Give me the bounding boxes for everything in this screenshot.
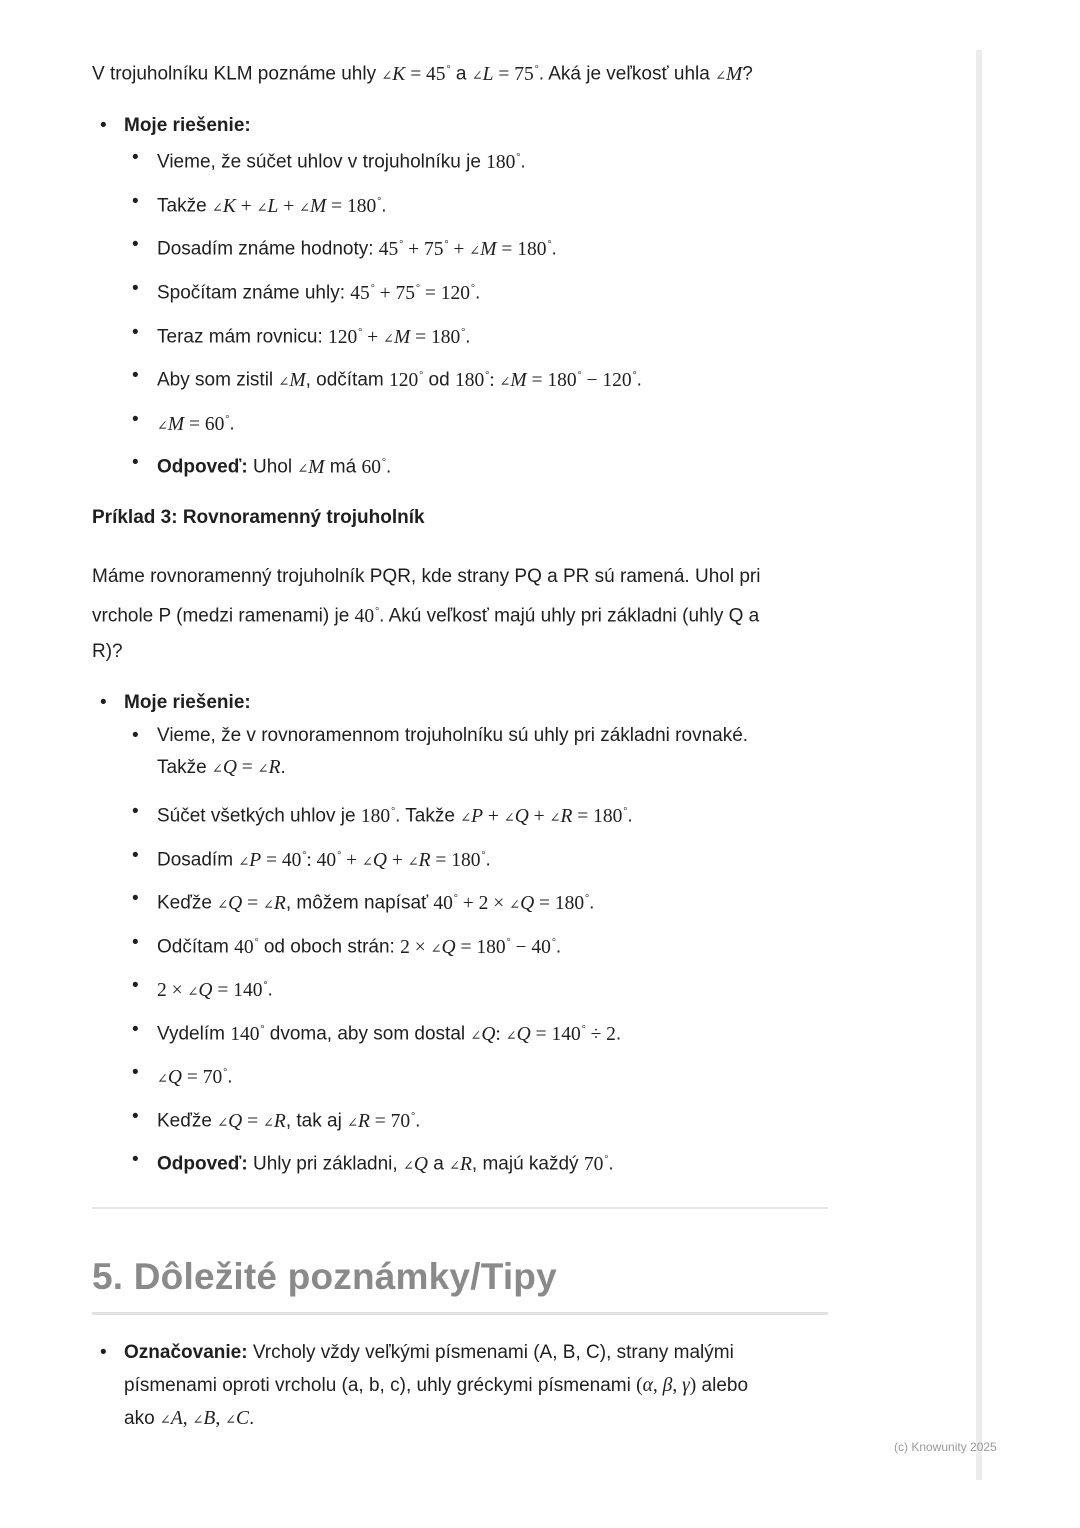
text: Moje riešenie: [124,692,251,713]
math: ∠P = 40°: 40° + ∠Q + ∠R = 180° [238,849,486,871]
math: ∠R [449,1153,472,1175]
text: Dosadím [157,849,239,871]
math: 40° [354,605,380,627]
text: . Akú veľkosť majú uhly pri základni (uhly Q a [379,605,760,627]
bullet-icon: • [132,932,139,953]
math: ∠M [715,63,743,85]
answer-label: Odpoveď: [157,456,248,478]
math: 140° [230,1023,265,1045]
math: ∠M = 60° [157,413,230,435]
text: . Takže [395,805,461,827]
text: ako [124,1408,160,1429]
text: Dosadím známe hodnoty: [157,238,379,260]
text: Vydelím [157,1023,231,1045]
bullet-icon: • [132,365,139,386]
bullet-icon: • [132,801,139,822]
text: Moje riešenie: [124,115,251,136]
problem-pqr [92,559,832,669]
text: a [427,1153,450,1175]
text: , odčítam [305,369,389,391]
math: ∠Q = 70° [157,1066,228,1088]
math: 2 × ∠Q = 140° [157,979,268,1001]
math: 2 × ∠Q = 180° − 40° [400,936,556,958]
math: 120° [389,369,424,391]
text: Keďže [157,1110,218,1132]
tip-label: Označovanie: [124,1342,248,1363]
text: Odčítam [157,936,235,958]
bullet-icon: • [132,1062,139,1083]
text: R)? [92,640,123,662]
text: Máme rovnoramenný trojuholník PQR, kde strany PQ a PR sú ramená. Uhol pri [92,566,761,587]
math: 180° [486,151,521,173]
text: má [324,456,362,478]
bullet-icon: • [132,452,139,473]
math: 180°: ∠M = 180° − 120° [454,369,637,391]
divider [92,1207,828,1209]
answer-label: Odpoveď: [157,1153,248,1175]
text: Aby som zistil [157,369,279,391]
bullet-icon: • [100,692,107,713]
bullet-icon: • [132,147,139,168]
bullet-icon: • [132,1106,139,1127]
math: 60° [361,456,386,478]
text: Uhly pri základni, [247,1153,403,1175]
section-underline [92,1312,828,1315]
math: ∠Q = ∠R [217,892,286,914]
text: a [450,63,472,85]
math: 180° [360,805,396,827]
text: Keďže [157,892,218,914]
math: 120° + ∠M = 180° [328,326,466,348]
text: , majú každý [471,1153,584,1175]
bullet-icon: • [132,845,139,866]
bullet-icon: • [100,1342,107,1363]
section-title: 5. Dôležité poznámky/Tipy [92,1256,557,1297]
text: Uhol [253,456,298,478]
math: ∠A, ∠B, ∠C [159,1408,249,1429]
bullet-icon: • [132,191,139,212]
text: od [423,369,455,391]
math: ∠K = 45° [381,63,451,85]
example-heading: Príklad 3: Rovnoramenný trojuholník [92,507,425,528]
math: ∠P + ∠Q + ∠R = 180° [460,805,628,827]
math: ∠Q = ∠R [217,1110,286,1132]
math: 40° + 2 × ∠Q = 180° [433,892,590,914]
math: 45° + 75° = 120° [350,282,476,304]
text: vrchole P (medzi ramenami) je [92,605,355,627]
math: ∠M [278,369,306,391]
text: Takže [157,757,212,778]
bullet-icon: • [132,1149,139,1170]
math: ∠L = 75° [471,63,539,85]
problem-klm: V trojuholníku KLM poznáme uhly ∠K = 45° a ∠L = 75°. Aká je veľkosť uhla ∠M? [92,63,753,85]
bullet-icon: • [132,1019,139,1040]
text: , môžem napísať [285,892,434,914]
bullet-icon: • [132,975,139,996]
text: , tak aj [285,1110,348,1132]
text: dvoma, aby som dostal [264,1023,471,1045]
math: (α, β, γ) [636,1375,697,1396]
text: Teraz mám rovnicu: [157,326,329,348]
math: ∠Q = ∠R [211,757,281,778]
text: . Aká je veľkosť uhla [538,63,716,85]
text: Takže [157,195,212,217]
text: Vieme, že v rovnoramennom trojuholníku sú uhly pri základni rovnaké. [157,725,749,746]
page-edge-shadow [976,50,982,1480]
bullet-icon: • [132,725,139,746]
math: ∠Q [402,1153,428,1175]
text: Spočítam známe uhly: [157,282,351,304]
text: písmenami oproti vrcholu (a, b, c), uhly gréckymi písmenami [124,1375,637,1396]
math: ∠R = 70° [347,1110,416,1132]
bullet-icon: • [132,888,139,909]
bullet-icon: • [132,234,139,255]
math: ∠Q: ∠Q = 140° ÷ 2 [470,1023,616,1045]
bullet-icon: • [132,322,139,343]
text: Vrcholy vždy veľkými písmenami (A, B, C), strany malými [247,1342,734,1363]
math: 40° [234,936,259,958]
bullet-icon: • [132,278,139,299]
text: Vieme, že súčet uhlov v trojuholníku je [157,151,487,173]
text: alebo [696,1375,749,1396]
copyright-text: (c) Knowunity 2025 [894,1440,997,1454]
text: od oboch strán: [258,936,401,958]
math: ∠K + ∠L + ∠M = 180° [211,195,382,217]
bullet-icon: • [100,115,107,136]
text: Súčet všetkých uhlov je [157,805,361,827]
math: 70° [583,1153,609,1175]
text: V trojuholníku KLM poznáme uhly [92,63,382,85]
bullet-icon: • [132,409,139,430]
math: ∠M [297,456,325,478]
math: 45° + 75° + ∠M = 180° [378,238,552,260]
